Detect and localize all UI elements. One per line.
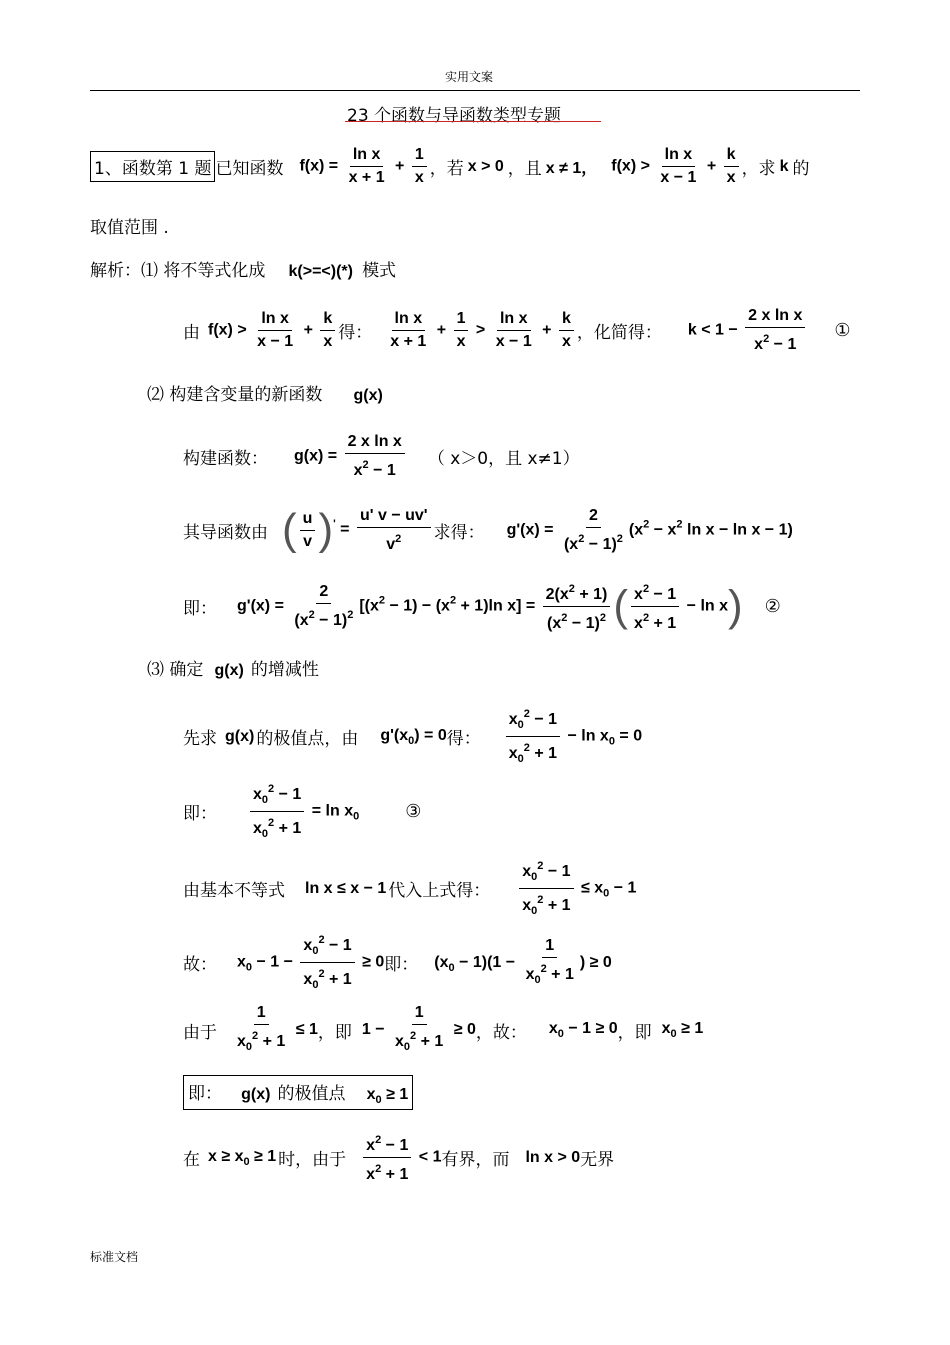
step2-build-label: 构建函数： [183,449,268,469]
step3-first-gx: g(x) [225,727,255,745]
step1-line [183,307,851,354]
intro-tail: 模式 [362,261,397,281]
step3-eq: $\frac{x_0^2 - 1}{x_0^2 + 1}$ − $\ln x_0 = 0$ [503,705,642,768]
page-header: 实用文案 [445,70,494,84]
step3-gu-line [183,931,612,994]
intro-text: 解析：⑴ 将不等式化成 [90,261,266,281]
step3-since-line [183,1004,703,1056]
step3-box-x0: $x_0 \ge 1$ [366,1086,409,1106]
step3-last-line [183,1131,614,1184]
step2-deriv-line [183,505,793,555]
step3-conclusion-box [183,1075,413,1110]
step2-ji: 即： [183,599,217,619]
step3-box-b: 的极值点 [277,1084,346,1104]
step3-ineq-line [183,857,636,920]
step2-qiude: 求得： [433,522,485,543]
step1-f-ineq: f(x) > $\frac{\text{ln x}}{x - 1}$ + $\frac{k}{x}$ [208,310,338,351]
step3-ineq-a: 由基本不等式 [183,881,285,901]
step3-last-d: 无界 [580,1150,615,1170]
step3-first-c: 得： [446,729,481,749]
step3-head [147,655,319,680]
step3-ji: 即： [183,804,217,824]
step2-mark: ② [764,596,781,617]
step1-de: 得： [338,323,373,343]
intro-mode: k(>=<)(*) [288,263,353,280]
step3-sub: $\frac{x_0^2 - 1}{x_0^2 + 1}$ ≤ $x_0 - 1$ [516,857,636,920]
step3-last-frac: $\frac{x^2 - 1}{x^2 + 1}$ < 1 [360,1131,441,1184]
cond-x-neq-1: x ≠ 1， [545,160,598,177]
step3-first-line [183,705,642,768]
step3-mark: ③ [405,801,422,822]
step3-first-b: 的极值点，由 [256,729,359,749]
step3-last-c: 有界，而 [441,1150,510,1170]
solution-intro [90,256,396,281]
step3-gprime-zero: $g'(x_0) = 0$ [380,726,447,747]
page-footer: 标准文档 [90,1250,139,1264]
var-k: k [779,157,789,175]
step3-since: 由于 [183,1022,217,1043]
step3-ineq-b: 代入上式得： [388,881,491,901]
page-title: 23 个函数与导函数类型专题 [347,106,562,126]
problem-text-2: ，若 [429,159,464,179]
step3-since-c: ，故： [475,1022,527,1043]
step2-head [147,380,383,405]
title-underline [345,121,601,122]
step1-result: k < 1 − $\frac{\text{2 x ln x}}{x^2 - 1}$ [688,307,809,354]
step3-since-expr2: 1 − $\frac{1}{x_0^2 + 1}$ ≥ 0 [361,1004,476,1053]
problem-text-1: 已知函数 [215,159,284,179]
cond-x-positive: x > 0 [467,157,504,175]
formula-f: f(x) = $\frac{\text{ln x}}{x + 1}$ + $\frac{1}{x}$ [299,146,429,187]
step2-ji-line [183,580,781,633]
step3-last-ln: ln x > 0 [525,1148,581,1166]
step3-gx: g(x) [214,662,244,679]
header-rule [90,90,860,91]
step2-gprime: g'(x) = $\frac{2}{(x^2 - 1)^2}$ ($x^2 - x^2$ ln x − ln x − 1) [506,506,793,553]
step3-box-ji: 即： [188,1084,222,1104]
problem-line-1 [90,146,809,187]
step3-since-b: ，即 [317,1022,352,1043]
step3-since-expr: $\frac{1}{x_0^2 + 1}$ ≤ 1 [237,1004,318,1053]
step3-head-tail: 的增减性 [250,660,319,680]
problem-text-4: ，求 [741,159,776,179]
step2-deriv-label: 其导函数由 [183,522,268,543]
step3-gu: 故： [183,955,217,975]
step3-ji-line [183,780,421,843]
step3-last-cond: $x \ge x_0 \ge 1$ [208,1147,277,1168]
step1-you: 由 [183,323,200,343]
step3-last-a: 在 [183,1150,200,1170]
step3-since-expr4: $x_0 \ge 1$ [661,1020,704,1040]
step3-since-d: ，即 [617,1022,652,1043]
step3-since-expr3: $x_0 - 1 \ge 0$ [548,1020,618,1040]
step3-gu-ji: 即： [384,955,419,975]
step1-mark: ① [834,320,851,341]
step2-build-line [183,433,580,480]
step3-head-text: ⑶ 确定 [147,660,204,680]
step2-quotient-rule: ( $\frac{u}{v}$ )' = $\frac{u' v - uv'}{v^2}$ [282,505,434,555]
step2-gx-def: g(x) = $\frac{\text{2 x ln x}}{x^2 - 1}$ [294,433,408,480]
problem-number-box: 1、函数第 1 题 [90,151,215,182]
step3-gu-expr: $x_0 - 1$ − $\frac{x_0^2 - 1}{x_0^2 + 1}$ ≥ 0 [237,931,384,994]
problem-line-2: 取值范围 . [90,218,169,238]
step3-ln-ineq: ln x ≤ x − 1 [305,879,387,897]
formula-ineq: f(x) > $\frac{\text{ln x}}{x - 1}$ + $\frac{k}{x}$ [611,146,741,187]
step3-last-b: 时，由于 [278,1150,347,1170]
step2-gx: g(x) [353,387,383,404]
step1-simplify: ，化简得： [576,323,662,343]
problem-text-3: ，且 [507,159,542,179]
step2-head-text: ⑵ 构建含变量的新函数 [147,385,323,405]
step2-gprime-full: g'(x) = $\frac{2}{(x^2 - 1)^2}$ [$(x^2 - 1) - (x^2 + 1)\ln$ x] = $\frac{2(x^2 + 1)}{(x^2 - 1)^2}$ ( $\frac{x^2 - 1}{x^2 + 1}$ − ln x) [237,581,743,632]
step2-cond: （ x＞0，且 x≠1） [427,449,580,469]
step1-expanded: $\frac{\text{ln x}}{x + 1}$ + $\frac{1}{x}$ > $\frac{\text{ln x}}{x - 1}$ + $\frac{k}{x}$ [384,310,577,351]
step3-gu-factored: $(x_0 - 1)(1$ − $\frac{1}{x_0^2 + 1}$ ) ≥ 0 [434,936,612,986]
step3-first-a: 先求 [183,729,217,749]
problem-text-5: 的 [792,159,810,179]
step3-box-gx: g(x) [241,1086,271,1103]
step3-eq3: $\frac{x_0^2 - 1}{x_0^2 + 1}$ = $\ln x_0$ [247,780,359,843]
